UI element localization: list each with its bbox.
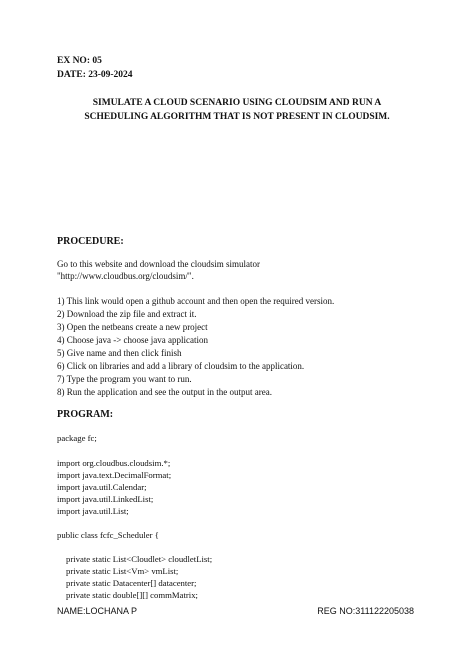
procedure-step: 3) Open the netbeans create a new project [57, 322, 208, 332]
document-title-line-2: SCHEDULING ALGORITHM THAT IS NOT PRESENT IN CLOUDSIM. [84, 112, 390, 122]
procedure-step: 7) Type the program you want to run. [57, 374, 192, 384]
footer-student-name: NAME:LOCHANA P [57, 606, 138, 616]
document-title-line-1: SIMULATE A CLOUD SCENARIO USING CLOUDSIM AND RUN A [92, 98, 382, 108]
code-import-line: import org.cloudbus.cloudsim.*; [57, 458, 171, 468]
code-import-line: import java.util.LinkedList; [57, 494, 154, 504]
procedure-step: 8) Run the application and see the output in the output area. [57, 387, 272, 397]
procedure-step: 5) Give name and then click finish [57, 348, 182, 358]
footer-register-number: REG NO:311122205038 [317, 606, 414, 616]
procedure-heading: PROCEDURE: [57, 236, 124, 247]
code-field-line: private static List<Cloudlet> cloudletList; [66, 554, 213, 564]
procedure-step: 2) Download the zip file and extract it. [57, 309, 197, 319]
code-import-line: import java.text.DecimalFormat; [57, 470, 172, 480]
code-class-declaration: public class fcfc_Scheduler { [57, 530, 159, 540]
code-package-line: package fc; [57, 433, 97, 443]
exercise-date: DATE: 23-09-2024 [57, 70, 133, 80]
code-field-line: private static List<Vm> vmList; [66, 566, 179, 576]
code-import-line: import java.util.Calendar; [57, 482, 147, 492]
procedure-step: 4) Choose java -> choose java application [57, 335, 209, 345]
program-heading: PROGRAM: [57, 409, 114, 420]
procedure-step: 1) This link would open a github account and then open the required version. [57, 296, 335, 306]
code-field-line: private static Datacenter[] datacenter; [66, 578, 197, 588]
procedure-step: 6) Click on libraries and add a library of cloudsim to the application. [57, 361, 305, 371]
exercise-number: EX NO: 05 [57, 56, 102, 66]
procedure-intro-url: "http://www.cloudbus.org/cloudsim/". [57, 271, 194, 281]
code-import-line: import java.util.List; [57, 506, 129, 516]
procedure-intro-line: Go to this website and download the cloudsim simulator [57, 259, 260, 269]
code-field-line: private static double[][] commMatrix; [66, 590, 198, 600]
